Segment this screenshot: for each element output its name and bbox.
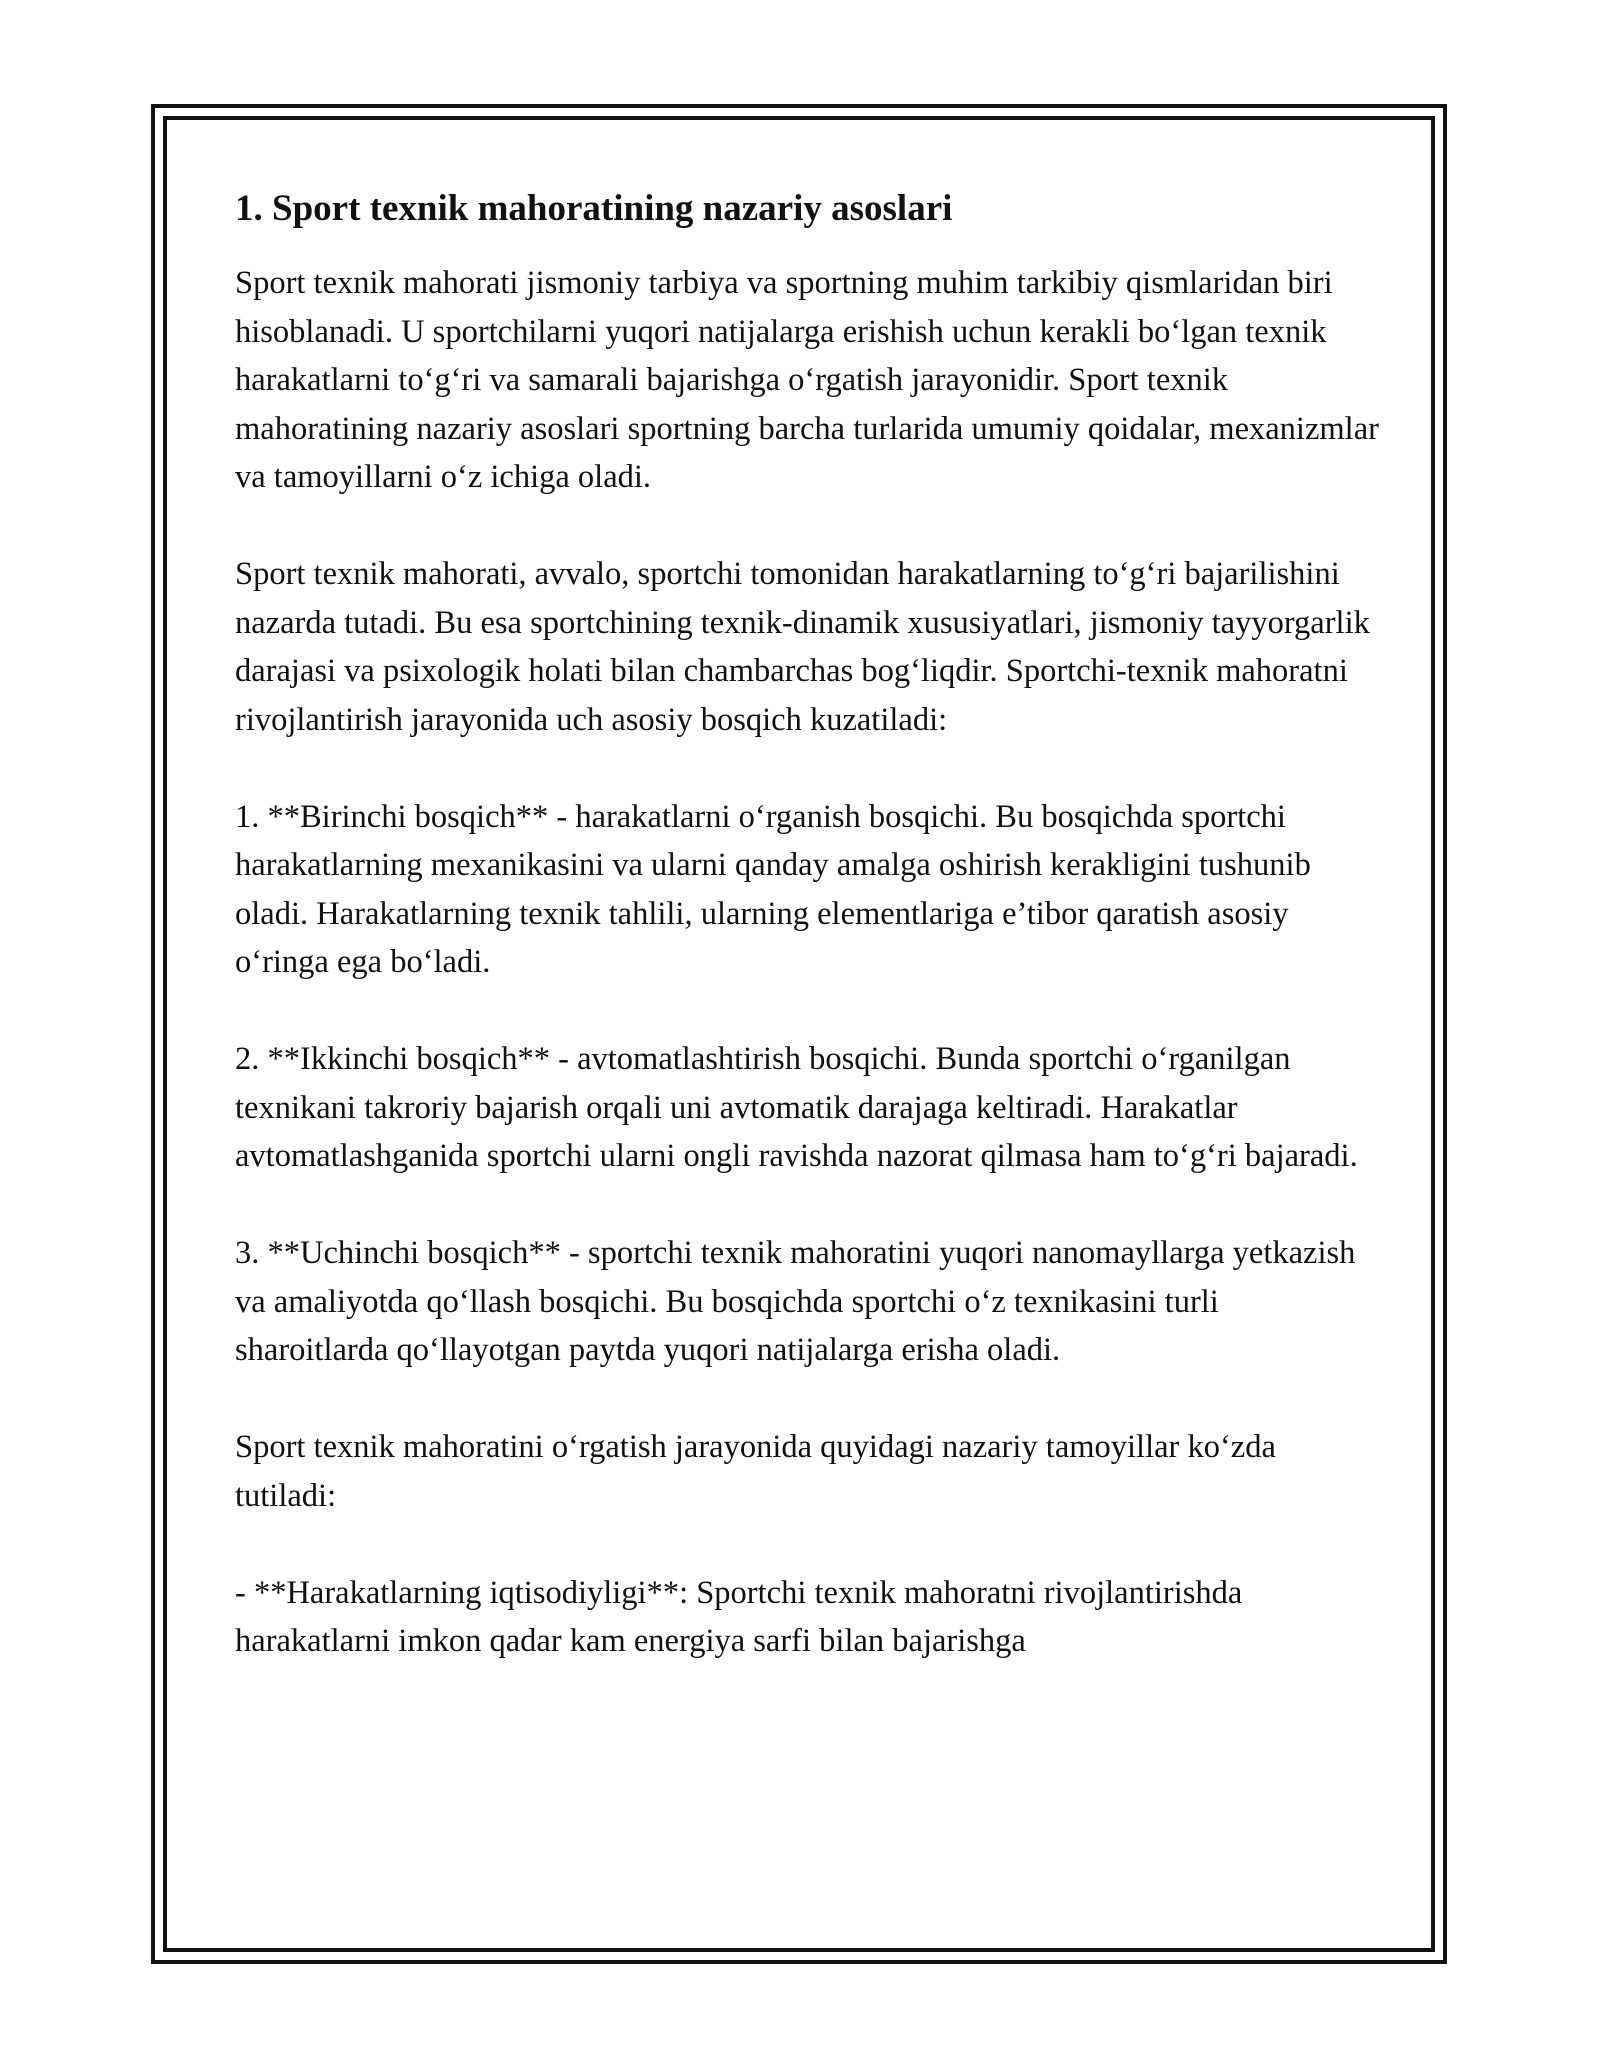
paragraph-stage-2: 2. **Ikkinchi bosqich** - avtomatlashtirish bosqichi. Bunda sportchi o‘rganilgan texnikani takroriy bajarish orqali uni avtomatik darajaga keltiradi. Harakatlar avtomatlashganida sportchi ularni ongli ravishda nazorat qilmasa ham to‘g‘ri bajaradi.: [235, 1041, 1358, 1174]
paragraph-stages-intro: Sport texnik mahorati, avvalo, sportchi tomonidan harakatlarning to‘g‘ri bajarilishini nazarda tutadi. Bu esa sportchining texnik-dinamik xususiyatlari, jismoniy tayyorgarlik darajasi va psixologik holati bilan chambarchas bog‘liqdir. Sportchi-texnik mahoratni rivojlantirish jarayonida uch asosiy bosqich kuzatiladi:: [235, 556, 1370, 738]
paragraph-intro: Sport texnik mahorati jismoniy tarbiya va sportning muhim tarkibiy qismlaridan biri hisoblanadi. U sportchilarni yuqori natijalarga erishish uchun kerakli bo‘lgan texnik harakatlarni to‘g‘ri va samarali bajarishga o‘rgatish jarayonidir. Sport texnik mahoratining nazariy asoslari sportning barcha turlarida umumiy qoidalar, mexanizmlar va tamoyillarni o‘z ichiga oladi.: [235, 265, 1379, 495]
document-body: [235, 185, 1380, 1666]
paragraph-principle-economy: - **Harakatlarning iqtisodiyligi**: Sportchi texnik mahoratni rivojlantirishda harakatlarni imkon qadar kam energiya sarfi bilan bajarishga: [235, 1574, 1243, 1659]
section-heading: 1. Sport texnik mahoratining nazariy asoslari: [235, 188, 953, 229]
paragraph-principles-intro: Sport texnik mahoratini o‘rgatish jarayonida quyidagi nazariy tamoyillar ko‘zda tutiladi:: [235, 1429, 1276, 1514]
paragraph-stage-3: 3. **Uchinchi bosqich** - sportchi texnik mahoratini yuqori nanomayllarga yetkazish va amaliyotda qo‘llash bosqichi. Bu bosqichda sportchi o‘z texnikasini turli sharoitlarda qo‘llayotgan paytda yuqori natijalarga erisha oladi.: [235, 1235, 1356, 1368]
paragraph-stage-1: 1. **Birinchi bosqich** - harakatlarni o‘rganish bosqichi. Bu bosqichda sportchi harakatlarning mexanikasini va ularni qanday amalga oshirish kerakligini tushunib oladi. Harakatlarning texnik tahlili, ularning elementlariga e’tibor qaratish asosiy o‘ringa ega bo‘ladi.: [235, 798, 1311, 980]
